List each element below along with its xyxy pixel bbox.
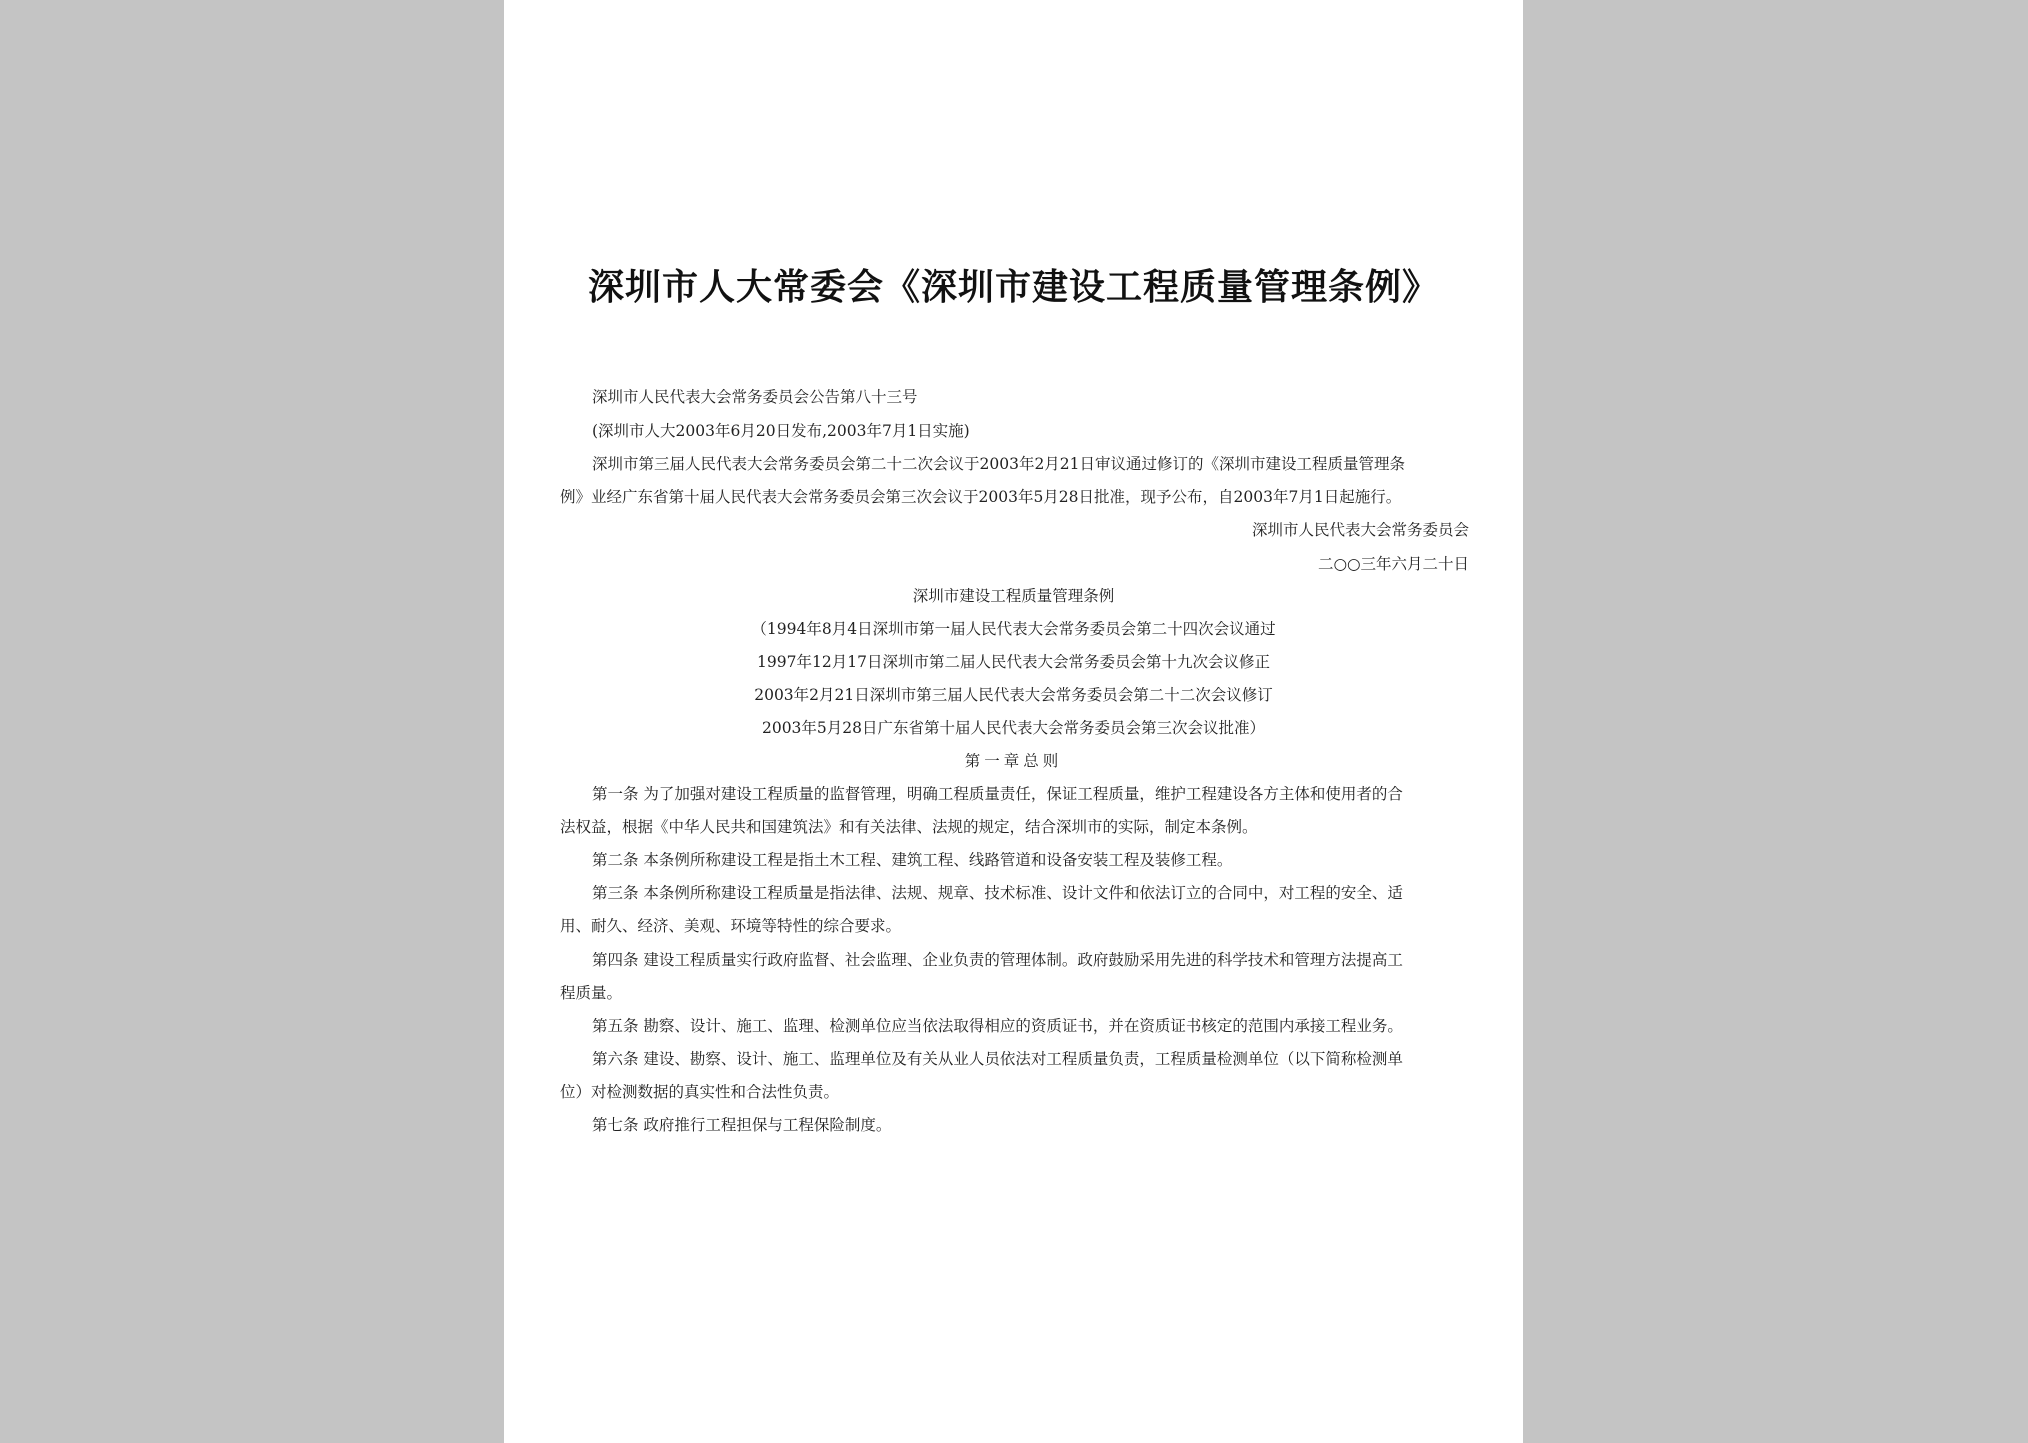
article-4-line2: 程质量。: [560, 984, 623, 1002]
notice-body-line1: 深圳市第三届人民代表大会常务委员会第二十二次会议于2003年2月21日审议通过修订的《深圳市建设工程质量管理条: [592, 455, 1406, 473]
article-3-line2: 用、耐久、经济、美观、环境等特性的综合要求。: [560, 917, 902, 935]
article-5: 第五条 勘察、设计、施工、监理、检测单位应当依法取得相应的资质证书，并在资质证书核定的范围内承接工程业务。: [592, 1017, 1403, 1035]
notice-body-line2: 例》业经广东省第十届人民代表大会常务委员会第三次会议于2003年5月28日批准，现予公布，自2003年7月1日起施行。: [560, 488, 1402, 506]
article-7: 第七条 政府推行工程担保与工程保险制度。: [592, 1116, 892, 1134]
article-4-line1: 第四条 建设工程质量实行政府监督、社会监理、企业负责的管理体制。政府鼓励采用先进的科学技术和管理方法提高工: [592, 951, 1403, 969]
history-line: 2003年5月28日广东省第十届人民代表大会常务委员会第三次会议批准）: [761, 719, 1266, 737]
regulation-name: 深圳市建设工程质量管理条例: [912, 587, 1115, 605]
document-title: 深圳市人大常委会《深圳市建设工程质量管理条例》: [587, 266, 1439, 308]
article-6-line1: 第六条 建设、勘察、设计、施工、监理单位及有关从业人员依法对工程质量负责，工程质量检测单位（以下简称检测单: [592, 1050, 1403, 1068]
chapter-title: 第一章总则: [964, 752, 1063, 770]
notice-signatory: 深圳市人民代表大会常务委员会: [1251, 521, 1469, 539]
article-6-line2: 位）对检测数据的真实性和合法性负责。: [560, 1083, 840, 1101]
article-3-line1: 第三条 本条例所称建设工程质量是指法律、法规、规章、技术标准、设计文件和依法订立的合同中，对工程的安全、适: [592, 884, 1403, 902]
article-1-line1: 第一条 为了加强对建设工程质量的监督管理，明确工程质量责任，保证工程质量，维护工程建设各方主体和使用者的合: [592, 785, 1403, 803]
history-line: （1994年8月4日深圳市第一届人民代表大会常务委员会第二十四次会议通过: [751, 620, 1276, 638]
article-1-line2: 法权益，根据《中华人民共和国建筑法》和有关法律、法规的规定，结合深圳市的实际，制定本条例。: [560, 818, 1258, 836]
notice-number: 深圳市人民代表大会常务委员会公告第八十三号: [592, 388, 918, 406]
history-line: 1997年12月17日深圳市第二届人民代表大会常务委员会第十九次会议修正: [757, 653, 1270, 671]
document-page: [504, 0, 1523, 1443]
article-2: 第二条 本条例所称建设工程是指土木工程、建筑工程、线路管道和设备安装工程及装修工程。: [592, 851, 1233, 869]
history-line: 2003年2月21日深圳市第三届人民代表大会常务委员会第二十二次会议修订: [754, 686, 1273, 704]
notice-sign-date: 二○○三年六月二十日: [1317, 555, 1469, 573]
notice-dates: (深圳市人大2003年6月20日发布,2003年7月1日实施): [592, 422, 970, 440]
